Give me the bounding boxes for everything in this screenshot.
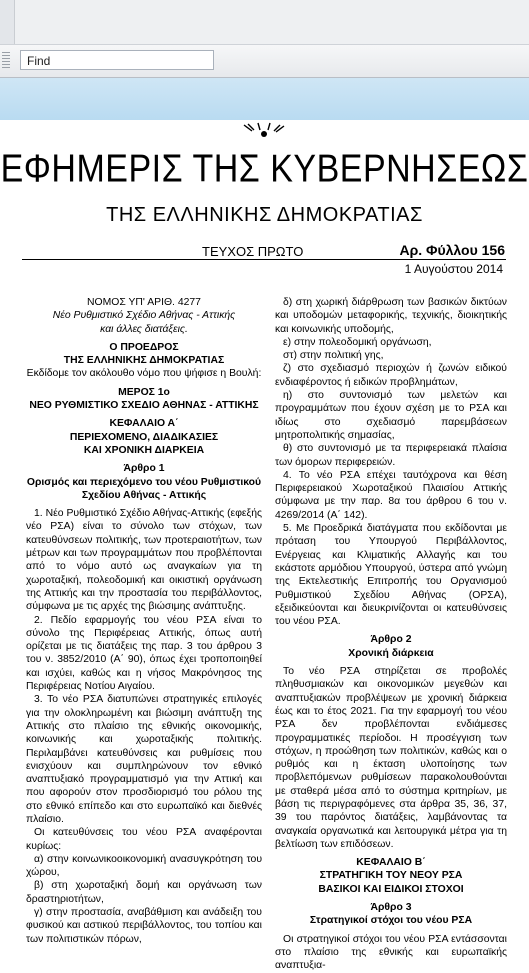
promulgation-text: Εκδίδομε τον ακόλουθο νόμο που ψήφισε η Βουλή:: [26, 368, 262, 380]
list-item: θ) στο συντονισμό με τα περιφερειακά πλαίσια των όμορων περιφερειών.: [275, 443, 507, 468]
part-heading: ΜΕΡΟΣ 1ο: [118, 386, 170, 398]
president-heading: Ο ΠΡΟΕΔΡΟΣ: [109, 341, 179, 353]
gazette-page: [0, 120, 529, 972]
browser-tab-strip: [0, 0, 529, 45]
article-3-title: Στρατηγικοί στόχοι του νέου ΡΣΑ: [309, 915, 473, 927]
list-item: γ) στην προστασία, αναβάθμιση και ανάδειξη του φυσικού και αστικού περιβάλλοντος, του τοπίου και των πολιτιστικών πόρων,: [26, 907, 262, 945]
chapter-b-title1: ΣΤΡΑΤΗΓΙΚΗ ΤΟΥ ΝΕΟΥ ΡΣΑ: [319, 870, 463, 882]
paragraph: Οι κατευθύνσεις του νέου ΡΣΑ αναφέρονται κυρίως:: [26, 827, 262, 852]
article-3-heading: Άρθρο 3: [370, 902, 412, 914]
toolbar-grip-icon[interactable]: [2, 52, 10, 70]
list-item: α) στην κοινωνικοοικονομική ανασυγκρότηση του χώρου,: [26, 853, 262, 879]
chapter-a-title2: ΚΑΙ ΧΡΟΝΙΚΗ ΔΙΑΡΚΕΙΑ: [83, 444, 205, 456]
paragraph: 5. Με Προεδρικά διατάγματα που εκδίδονται με πρόταση του Υπουργού Περιβάλλοντος, Ενέργειας και Κλιματικής Αλλαγής και του εκάστοτε αρμόδιου Υπουργού, ύστερα από γνώμη της Εκτελεστικής Επιτροπής του Οργανισμού Ρυθμιστικού Σχεδίου Αθήνας (ΟΡΣΑ), εξειδικεύονται και διευκρινίζονται οι κατευθύνσεις του νέου ΡΣΑ.: [275, 523, 507, 628]
article-1-title1: Ορισμός και περιεχόμενο του νέου Ρυθμιστικού: [26, 476, 262, 488]
paragraph: 4. Το νέο ΡΣΑ επέχει ταυτόχρονα και θέση Περιφερειακού Χωροταξικού Πλαισίου Αττικής σύμφωνα με την παρ. 8α του άρθρου 6 του ν. 4269/2014 (Α΄ 142).: [275, 469, 507, 521]
find-toolbar: [0, 45, 529, 78]
find-input[interactable]: Find: [20, 50, 214, 70]
list-item: ζ) στο σχεδιασμό περιοχών ή ζωνών ειδικού ενδιαφέροντος ή ειδικών προβλημάτων,: [275, 363, 507, 388]
president-heading-2: ΤΗΣ ΕΛΛΗΝΙΚΗΣ ΔΗΜΟΚΡΑΤΙΑΣ: [63, 355, 225, 367]
law-number: ΝΟΜΟΣ ΥΠ' ΑΡΙΘ. 4277: [87, 297, 201, 308]
sheet-number: Αρ. Φύλλου 156: [399, 242, 505, 258]
issue-label: ΤΕΥΧΟΣ ΠΡΩΤΟ: [202, 244, 304, 259]
right-column: [275, 296, 507, 973]
article-1-heading: Άρθρο 1: [123, 463, 165, 475]
list-item: στ) στην πολιτική γης,: [283, 350, 384, 362]
left-column: [26, 296, 262, 946]
law-title-line2: και άλλες διατάξεις.: [100, 323, 188, 335]
chapter-b-title2: ΒΑΣΙΚΟΙ ΚΑΙ ΕΙΔΙΚΟΙ ΣΤΟΧΟΙ: [318, 883, 464, 895]
paragraph: Το νέο ΡΣΑ στηρίζεται σε προβολές πληθυσμιακών και οικονομικών μεγεθών και αναπτυξιακών προβλέψεων με χρονική διάρκεια έως και το έτος 2021. Για την εφαρμογή του νέου ΡΣΑ δεν προβλέπονται ενδιάμεσες προγραμματικές περίοδοι. Η προσέγγιση των στόχων, η προώθηση των πολιτικών, καθώς και ο ρυθμός και η έκταση υλοποίησης των προβλεπόμενων ρυθμίσεων παρακολουθούνται με σταθερά μέσα από το σύστημα κριτηρίων, με βάση τις περιγραφόμενες στα άρθρα 35, 36, 37, 39 του παρόντος διατάξεις, λαμβάνοντας τα αναγκαία οργανωτικά και λειτουργικά μέτρα για τη βελτίωση των επιδόσεων.: [275, 666, 507, 850]
article-1-title2: Σχεδίου Αθήνας - Αττικής: [81, 489, 207, 501]
article-2-title: Χρονική διάρκεια: [348, 647, 434, 659]
greek-emblem-icon: [234, 122, 294, 138]
list-item: β) στη χωροταξική δομή και οργάνωση των δραστηριοτήτων,: [26, 880, 262, 905]
law-title-line1: Νέο Ρυθμιστικό Σχέδιο Αθήνας - Αττικής: [52, 310, 236, 322]
chapter-b-heading: ΚΕΦΑΛΑΙΟ Β΄: [356, 857, 426, 869]
chapter-a-heading: ΚΕΦΑΛΑΙΟ Α΄: [109, 418, 179, 430]
document-viewer-background: [0, 78, 529, 121]
list-item: ε) στην πολεοδομική οργάνωση,: [283, 336, 432, 348]
article-2-heading: Άρθρο 2: [370, 634, 412, 646]
paragraph: 2. Πεδίο εφαρμογής του νέου ΡΣΑ είναι το σύνολο της Περιφέρειας Αττικής, όπως αυτή ορίζεται με τις διατάξεις της παρ. 3 του άρθρου 3 του ν. 3852/2010 (Α΄ 90), όπως έχει τροποποιηθεί και ισχύει, καθώς και η νήσος Μακρόνησος της Περιφέρειας Νοτίου Αιγαίου.: [26, 614, 262, 693]
header-rule: [22, 259, 506, 260]
part-title: ΝΕΟ ΡΥΘΜΙΣΤΙΚΟ ΣΧΕΔΙΟ ΑΘΗΝΑΣ - ΑΤΤΙΚΗΣ: [29, 400, 259, 412]
paragraph: 3. Το νέο ΡΣΑ διατυπώνει στρατηγικές επιλογές για την ολοκληρωμένη και βιώσιμη ανάπτυξη της Αττικής στο πλαίσιο της εθνικής οικονομικής, κοινωνικής και χωροταξικής πολιτικής. Περιλαμβάνει κατευθύνσεις και ρυθμίσεις που ενισχύουν και συμπληρώνουν τον εθνικό αναπτυξιακό προγραμματισμό για την Αττική και που αφορούν στον προσδιορισμό του ρόλου της στο εθνικό επίπεδο και στο ευρωπαϊκό και διεθνές πλαίσιο.: [26, 694, 262, 825]
tab-edge[interactable]: [0, 0, 15, 44]
gazette-title: ΕΦΗΜΕΡΙΣ ΤΗΣ ΚΥΒΕΡΝΗΣΕΩΣ: [0, 147, 529, 191]
list-item: η) στο συντονισμό των μελετών και προγραμμάτων που έχουν σχέση με το ΡΣΑ και ιδίως στο σχεδιασμό παρεμβάσεων μητροπολιτικής σημασίας,: [275, 390, 507, 441]
chapter-a-title1: ΠΕΡΙΕΧΟΜΕΝΟ, ΔΙΑΔΙΚΑΣΙΕΣ: [69, 431, 219, 443]
paragraph: 1. Νέο Ρυθμιστικό Σχέδιο Αθήνας-Αττικής (εφεξής νέο ΡΣΑ) είναι το σύνολο των στόχων, των κατευθύνσεων πολιτικής, των προτεραιοτήτων, των μέτρων και των προγραμμάτων που προβλέπονται από το νόμο αυτό ως αναγκαίων για τη χωροταξική, πολεοδομική και οικιστική οργάνωση της Αττικής και την προστασία του περιβάλλοντος, σύμφωνα με τις αρχές της βιώσιμης ανάπτυξης.: [26, 508, 262, 613]
paragraph: Οι στρατηγικοί στόχοι του νέου ΡΣΑ εντάσσονται στο πλαίσιο της εθνικής και ευρωπαϊκής αναπτυξια-: [275, 933, 507, 972]
gazette-subtitle: ΤΗΣ ΕΛΛΗΝΙΚΗΣ ΔΗΜΟΚΡΑΤΙΑΣ: [106, 204, 423, 226]
list-item: δ) στη χωρική διάρθρωση των βασικών δικτύων και υποδομών μεταφορικής, τεχνικής, διοικητικής και κοινωνικής υποδομής,: [275, 297, 507, 335]
issue-date: 1 Αυγούστου 2014: [404, 262, 503, 276]
